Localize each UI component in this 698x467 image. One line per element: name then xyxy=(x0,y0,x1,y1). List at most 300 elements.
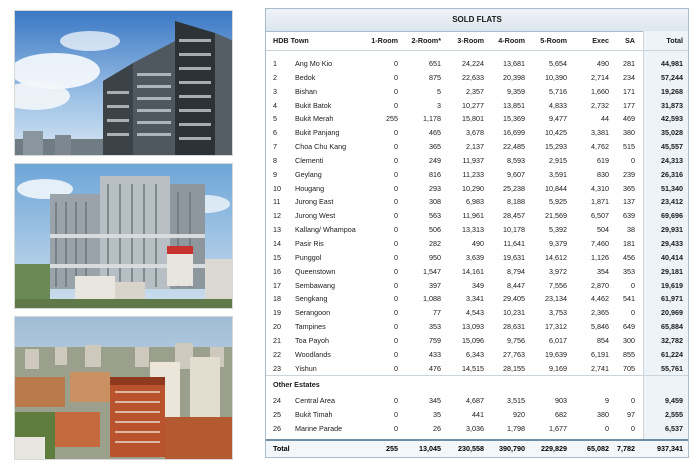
cell-exec: 2,741 xyxy=(591,363,609,373)
cell-2-room: 476 xyxy=(429,363,441,373)
town-name: Woodlands xyxy=(295,349,331,359)
cell-2-room: 433 xyxy=(429,349,441,359)
header-exec: Exec xyxy=(592,36,609,45)
cell-3-room: 4,543 xyxy=(466,308,484,318)
cell-sa: 855 xyxy=(623,349,635,359)
cell-sa: 0 xyxy=(631,280,635,290)
cell-3-room: 10,290 xyxy=(462,183,484,193)
cell-exec: 830 xyxy=(597,169,609,179)
total-exec: 65,082 xyxy=(587,444,609,453)
table-header-row xyxy=(266,32,688,51)
row-number: 24 xyxy=(273,396,281,406)
cell-sa: 639 xyxy=(623,211,635,221)
cell-exec: 6,507 xyxy=(591,211,609,221)
cell-2-room: 345 xyxy=(429,396,441,406)
cell-exec: 1,126 xyxy=(591,252,609,262)
cell-5-room: 903 xyxy=(555,396,567,406)
cell-sa: 234 xyxy=(623,72,635,82)
cell-5-room: 10,390 xyxy=(545,72,567,82)
cell-4-room: 27,763 xyxy=(503,349,525,359)
cell-sa: 171 xyxy=(623,86,635,96)
cell-3-room: 6,343 xyxy=(466,349,484,359)
row-number: 5 xyxy=(273,114,277,124)
header-sa: SA xyxy=(625,36,635,45)
cell-1-room: 0 xyxy=(394,349,398,359)
cell-2-room: 308 xyxy=(429,197,441,207)
cell-1-room: 0 xyxy=(394,225,398,235)
cell-4-room: 10,178 xyxy=(503,225,525,235)
cell-2-room: 816 xyxy=(429,169,441,179)
cell-4-room: 9,756 xyxy=(507,335,525,345)
table-row xyxy=(266,85,688,99)
town-name: Jurong West xyxy=(295,211,336,221)
town-name: Queenstown xyxy=(295,266,336,276)
table-row xyxy=(266,251,688,265)
row-number: 23 xyxy=(273,363,281,373)
cell-total: 20,969 xyxy=(661,308,683,318)
cell-2-room: 282 xyxy=(429,238,441,248)
cell-2-room: 465 xyxy=(429,128,441,138)
cell-4-room: 25,238 xyxy=(503,183,525,193)
town-name: Jurong East xyxy=(295,197,334,207)
header-1-room: 1-Room xyxy=(371,36,398,45)
cell-total: 35,028 xyxy=(661,128,683,138)
cell-3-room: 2,137 xyxy=(466,142,484,152)
cell-1-room: 0 xyxy=(394,100,398,110)
cell-3-room: 15,096 xyxy=(462,335,484,345)
cell-total: 51,340 xyxy=(661,183,683,193)
cell-5-room: 15,293 xyxy=(545,142,567,152)
cell-sa: 353 xyxy=(623,266,635,276)
cell-1-room: 0 xyxy=(394,252,398,262)
town-rows xyxy=(266,57,688,375)
town-name: Sembawang xyxy=(295,280,335,290)
cell-sa: 177 xyxy=(623,100,635,110)
table-row xyxy=(266,57,688,71)
cell-1-room: 0 xyxy=(394,183,398,193)
cell-3-room: 3,341 xyxy=(466,294,484,304)
cell-2-room: 1,178 xyxy=(423,114,441,124)
cell-2-room: 563 xyxy=(429,211,441,221)
table-row xyxy=(266,279,688,293)
cell-2-room: 365 xyxy=(429,142,441,152)
table-row xyxy=(266,306,688,320)
cell-2-room: 506 xyxy=(429,225,441,235)
table-row xyxy=(266,99,688,113)
cell-sa: 365 xyxy=(623,183,635,193)
cell-5-room: 5,716 xyxy=(549,86,567,96)
cell-total: 57,244 xyxy=(661,72,683,82)
cell-total: 9,459 xyxy=(665,396,683,406)
cell-2-room: 26 xyxy=(433,424,441,434)
cell-1-room: 0 xyxy=(394,308,398,318)
total-row xyxy=(266,439,688,457)
cell-2-room: 397 xyxy=(429,280,441,290)
total-4-room: 390,790 xyxy=(499,444,525,453)
cell-1-room: 0 xyxy=(394,294,398,304)
row-number: 18 xyxy=(273,294,281,304)
cell-4-room: 10,231 xyxy=(503,308,525,318)
cell-1-room: 0 xyxy=(394,238,398,248)
cell-2-room: 77 xyxy=(433,308,441,318)
cell-3-room: 3,639 xyxy=(466,252,484,262)
cell-4-room: 28,631 xyxy=(503,322,525,332)
cell-4-room: 8,447 xyxy=(507,280,525,290)
row-number: 8 xyxy=(273,155,277,165)
cell-sa: 281 xyxy=(623,59,635,68)
cell-exec: 1,871 xyxy=(591,197,609,207)
row-number: 19 xyxy=(273,308,281,318)
cell-sa: 541 xyxy=(623,294,635,304)
town-name: Bukit Timah xyxy=(295,410,333,420)
cell-total: 65,884 xyxy=(661,322,683,332)
cell-total: 55,761 xyxy=(661,363,683,373)
cell-exec: 380 xyxy=(597,410,609,420)
town-name: Hougang xyxy=(295,183,325,193)
header-4-room: 4-Room xyxy=(498,36,525,45)
cell-sa: 0 xyxy=(631,396,635,406)
cell-3-room: 2,357 xyxy=(466,86,484,96)
cell-sa: 469 xyxy=(623,114,635,124)
table-row xyxy=(266,112,688,126)
cell-exec: 354 xyxy=(597,266,609,276)
cell-4-room: 13,681 xyxy=(503,59,525,68)
cell-sa: 137 xyxy=(623,197,635,207)
cell-total: 6,537 xyxy=(665,424,683,434)
cell-5-room: 21,569 xyxy=(545,211,567,221)
cell-exec: 6,191 xyxy=(591,349,609,359)
cell-2-room: 1,088 xyxy=(423,294,441,304)
cell-sa: 0 xyxy=(631,308,635,318)
cell-2-room: 35 xyxy=(433,410,441,420)
row-number: 9 xyxy=(273,169,277,179)
row-number: 10 xyxy=(273,183,281,193)
cell-5-room: 6,017 xyxy=(549,335,567,345)
table-row xyxy=(266,362,688,376)
cell-2-room: 759 xyxy=(429,335,441,345)
cell-5-room: 3,753 xyxy=(549,308,567,318)
cell-1-room: 0 xyxy=(394,266,398,276)
town-name: Bukit Batok xyxy=(295,100,332,110)
cell-total: 42,593 xyxy=(661,114,683,124)
row-number: 14 xyxy=(273,238,281,248)
cell-exec: 854 xyxy=(597,335,609,345)
cell-1-room: 0 xyxy=(394,86,398,96)
cell-3-room: 24,224 xyxy=(462,59,484,68)
cell-5-room: 9,477 xyxy=(549,114,567,124)
table-row xyxy=(266,237,688,251)
cell-exec: 504 xyxy=(597,225,609,235)
photo-twin-towers xyxy=(14,163,233,309)
table-row xyxy=(266,265,688,279)
cell-sa: 0 xyxy=(631,424,635,434)
cell-3-room: 13,313 xyxy=(462,225,484,235)
town-name: Marine Parade xyxy=(295,424,343,434)
cell-1-room: 0 xyxy=(394,197,398,207)
table-row xyxy=(266,408,688,422)
cell-sa: 239 xyxy=(623,169,635,179)
town-name: Central Area xyxy=(295,396,335,406)
cell-3-room: 11,961 xyxy=(462,211,484,221)
town-name: Yishun xyxy=(295,363,317,373)
cell-exec: 2,365 xyxy=(591,308,609,318)
cell-4-room: 28,457 xyxy=(503,211,525,221)
cell-3-room: 441 xyxy=(472,410,484,420)
header-total: Total xyxy=(666,36,683,45)
cell-1-room: 0 xyxy=(394,128,398,138)
cell-total: 19,268 xyxy=(661,86,683,96)
cell-exec: 4,762 xyxy=(591,142,609,152)
cell-total: 61,224 xyxy=(661,349,683,359)
cell-total: 45,557 xyxy=(661,142,683,152)
cell-exec: 0 xyxy=(605,424,609,434)
cell-1-room: 0 xyxy=(394,280,398,290)
cell-exec: 9 xyxy=(605,396,609,406)
town-name: Sengkang xyxy=(295,294,328,304)
cell-total: 19,619 xyxy=(661,280,683,290)
cell-5-room: 3,972 xyxy=(549,266,567,276)
table-row xyxy=(266,394,688,408)
cell-4-room: 8,593 xyxy=(507,155,525,165)
cell-sa: 300 xyxy=(623,335,635,345)
cell-4-room: 16,699 xyxy=(503,128,525,138)
cell-exec: 7,460 xyxy=(591,238,609,248)
town-name: Kallang/ Whampoa xyxy=(295,225,356,235)
sold-flats-table xyxy=(265,8,689,458)
cell-5-room: 17,312 xyxy=(545,322,567,332)
row-number: 26 xyxy=(273,424,281,434)
cell-sa: 705 xyxy=(623,363,635,373)
town-name: Choa Chu Kang xyxy=(295,142,347,152)
cell-sa: 181 xyxy=(623,238,635,248)
cell-exec: 2,714 xyxy=(591,72,609,82)
cell-1-room: 0 xyxy=(394,72,398,82)
row-number: 3 xyxy=(273,86,277,96)
cell-exec: 4,310 xyxy=(591,183,609,193)
cell-exec: 5,846 xyxy=(591,322,609,332)
cell-1-room: 0 xyxy=(394,142,398,152)
cell-4-room: 29,405 xyxy=(503,294,525,304)
cell-total: 69,696 xyxy=(661,211,683,221)
town-name: Ang Mo Kio xyxy=(295,59,333,68)
cell-total: 32,782 xyxy=(661,335,683,345)
cell-3-room: 4,687 xyxy=(466,396,484,406)
cell-5-room: 14,612 xyxy=(545,252,567,262)
cell-4-room: 28,155 xyxy=(503,363,525,373)
town-name: Pasir Ris xyxy=(295,238,324,248)
row-number: 16 xyxy=(273,266,281,276)
cell-4-room: 8,188 xyxy=(507,197,525,207)
cell-3-room: 490 xyxy=(472,238,484,248)
town-name: Bukit Panjang xyxy=(295,128,340,138)
cell-5-room: 19,639 xyxy=(545,349,567,359)
cell-5-room: 9,379 xyxy=(549,238,567,248)
cell-sa: 38 xyxy=(627,225,635,235)
cell-4-room: 15,369 xyxy=(503,114,525,124)
cell-2-room: 353 xyxy=(429,322,441,332)
total-total: 937,341 xyxy=(657,444,683,453)
cell-3-room: 14,515 xyxy=(462,363,484,373)
cell-1-room: 0 xyxy=(394,211,398,221)
cell-total: 24,313 xyxy=(661,155,683,165)
cell-5-room: 2,915 xyxy=(549,155,567,165)
row-number: 2 xyxy=(273,72,277,82)
cell-2-room: 293 xyxy=(429,183,441,193)
cell-sa: 649 xyxy=(623,322,635,332)
cell-1-room: 0 xyxy=(394,396,398,406)
cell-exec: 44 xyxy=(601,114,609,124)
total-3-room: 230,558 xyxy=(458,444,484,453)
cell-1-room: 0 xyxy=(394,410,398,420)
cell-2-room: 1,547 xyxy=(423,266,441,276)
cell-5-room: 9,169 xyxy=(549,363,567,373)
town-name: Clementi xyxy=(295,155,324,165)
cell-3-room: 6,983 xyxy=(466,197,484,207)
table-row xyxy=(266,71,688,85)
cell-exec: 619 xyxy=(597,155,609,165)
row-number: 13 xyxy=(273,225,281,235)
cell-5-room: 4,833 xyxy=(549,100,567,110)
table-row xyxy=(266,195,688,209)
cell-5-room: 7,556 xyxy=(549,280,567,290)
total-2-room: 13,045 xyxy=(419,444,441,453)
cell-sa: 0 xyxy=(631,155,635,165)
table-row xyxy=(266,168,688,182)
cell-4-room: 13,851 xyxy=(503,100,525,110)
cell-1-room: 0 xyxy=(394,424,398,434)
table-row xyxy=(266,422,688,436)
town-name: Serangoon xyxy=(295,308,331,318)
cell-1-room: 0 xyxy=(394,59,398,68)
cell-5-room: 3,591 xyxy=(549,169,567,179)
row-number: 25 xyxy=(273,410,281,420)
cell-4-room: 920 xyxy=(513,410,525,420)
row-number: 17 xyxy=(273,280,281,290)
cell-total: 31,873 xyxy=(661,100,683,110)
cell-exec: 1,660 xyxy=(591,86,609,96)
row-number: 4 xyxy=(273,100,277,110)
row-number: 12 xyxy=(273,211,281,221)
cell-5-room: 10,425 xyxy=(545,128,567,138)
cell-total: 29,181 xyxy=(661,266,683,276)
town-name: Tampines xyxy=(295,322,326,332)
cell-total: 26,316 xyxy=(661,169,683,179)
header-2-room: 2-Room* xyxy=(411,36,441,45)
photo-estate-aerial xyxy=(14,316,233,460)
cell-5-room: 682 xyxy=(555,410,567,420)
cell-exec: 3,381 xyxy=(591,128,609,138)
cell-5-room: 5,392 xyxy=(549,225,567,235)
cell-5-room: 5,654 xyxy=(549,59,567,68)
table-row xyxy=(266,292,688,306)
cell-4-room: 11,641 xyxy=(503,238,525,248)
cell-sa: 380 xyxy=(623,128,635,138)
cell-2-room: 651 xyxy=(429,59,441,68)
cell-3-room: 3,678 xyxy=(466,128,484,138)
cell-2-room: 875 xyxy=(429,72,441,82)
town-name: Geylang xyxy=(295,169,322,179)
cell-3-room: 10,277 xyxy=(462,100,484,110)
row-number: 1 xyxy=(273,59,277,68)
cell-4-room: 22,485 xyxy=(503,142,525,152)
cell-exec: 4,462 xyxy=(591,294,609,304)
cell-total: 2,555 xyxy=(665,410,683,420)
table-row xyxy=(266,223,688,237)
total-1-room: 255 xyxy=(386,444,398,453)
cell-4-room: 9,607 xyxy=(507,169,525,179)
cell-3-room: 14,161 xyxy=(462,266,484,276)
header-5-room: 5-Room xyxy=(540,36,567,45)
cell-1-room: 0 xyxy=(394,363,398,373)
header-3-room: 3-Room xyxy=(457,36,484,45)
table-row xyxy=(266,154,688,168)
total-5-room: 229,829 xyxy=(541,444,567,453)
cell-3-room: 15,801 xyxy=(462,114,484,124)
town-name: Bishan xyxy=(295,86,317,96)
cell-3-room: 3,036 xyxy=(466,424,484,434)
cell-2-room: 5 xyxy=(437,86,441,96)
total-sa: 7,782 xyxy=(617,444,635,453)
cell-sa: 456 xyxy=(623,252,635,262)
cell-5-room: 5,925 xyxy=(549,197,567,207)
row-number: 21 xyxy=(273,335,281,345)
town-name: Bukit Merah xyxy=(295,114,334,124)
cell-total: 29,931 xyxy=(661,225,683,235)
cell-1-room: 0 xyxy=(394,169,398,179)
cell-2-room: 249 xyxy=(429,155,441,165)
row-number: 6 xyxy=(273,128,277,138)
cell-1-room: 0 xyxy=(394,155,398,165)
cell-3-room: 349 xyxy=(472,280,484,290)
table-row xyxy=(266,334,688,348)
cell-4-room: 19,631 xyxy=(503,252,525,262)
cell-4-room: 8,794 xyxy=(507,266,525,276)
town-name: Punggol xyxy=(295,252,322,262)
other-estates-heading: Other Estates xyxy=(266,375,688,394)
table-title: SOLD FLATS xyxy=(266,9,688,32)
table-row xyxy=(266,348,688,362)
cell-total: 29,433 xyxy=(661,238,683,248)
cell-4-room: 3,515 xyxy=(507,396,525,406)
cell-4-room: 1,798 xyxy=(507,424,525,434)
row-number: 7 xyxy=(273,142,277,152)
row-number: 20 xyxy=(273,322,281,332)
table-row xyxy=(266,209,688,223)
town-name: Bedok xyxy=(295,72,316,82)
cell-3-room: 13,093 xyxy=(462,322,484,332)
cell-3-room: 11,233 xyxy=(462,169,484,179)
cell-1-room: 0 xyxy=(394,322,398,332)
cell-sa: 97 xyxy=(627,410,635,420)
row-number: 22 xyxy=(273,349,281,359)
header-town: HDB Town xyxy=(273,36,309,45)
cell-3-room: 11,937 xyxy=(462,155,484,165)
cell-2-room: 950 xyxy=(429,252,441,262)
town-name: Toa Payoh xyxy=(295,335,329,345)
cell-3-room: 22,633 xyxy=(462,72,484,82)
cell-1-room: 0 xyxy=(394,335,398,345)
cell-total: 40,414 xyxy=(661,252,683,262)
cell-1-room: 255 xyxy=(386,114,398,124)
cell-total: 44,981 xyxy=(661,59,683,68)
table-row xyxy=(266,320,688,334)
cell-total: 23,412 xyxy=(661,197,683,207)
photo-modern-tower xyxy=(14,10,233,156)
cell-4-room: 9,359 xyxy=(507,86,525,96)
row-number: 11 xyxy=(273,197,281,207)
table-row xyxy=(266,126,688,140)
cell-5-room: 10,844 xyxy=(545,183,567,193)
